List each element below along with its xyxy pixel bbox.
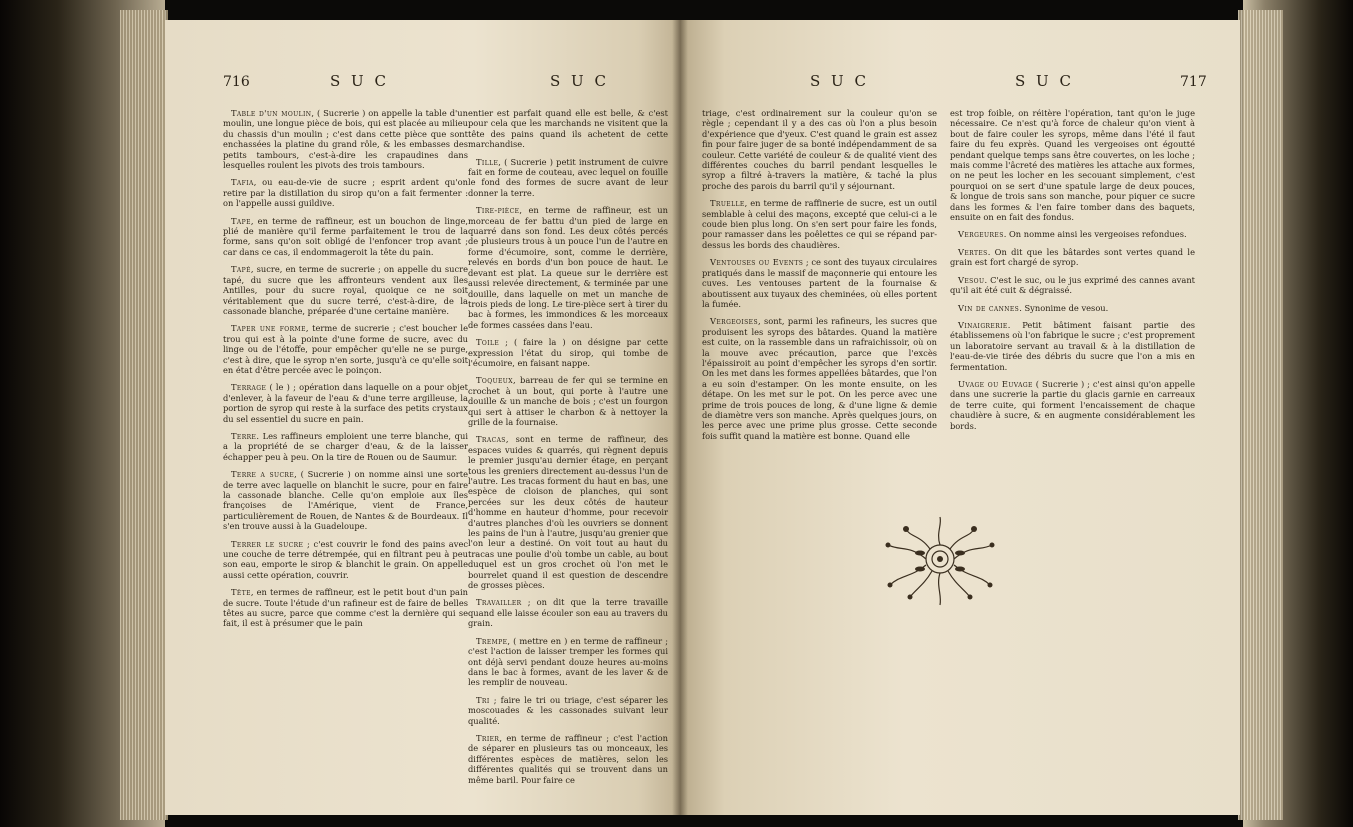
page-edges-left: [120, 10, 168, 820]
entry-body: ; ce sont des tuyaux circulaires pratiqués dans le massif de maçonnerie qui entoure les cuves. Les ventouses partent de la fournaise & aboutissent aux tuyaux des cheminées, où elles portent la fumée.: [702, 257, 937, 309]
entry-body: ; faire le tri ou triage, c'est séparer les moscouades & les cassonades suivant leur qualité.: [468, 694, 668, 726]
dictionary-entry: [468, 636, 668, 688]
entry-headword: Table d'un moulin: [231, 108, 312, 118]
floral-ornament-icon: [880, 515, 1000, 607]
dictionary-entry: [702, 316, 937, 441]
entry-body: , ( Sucrerie ) on nomme ainsi une sorte de terre avec laquelle on blanchit le sucre, pour en faire la cassonade blanche. Celle qu'on emploie aux îles françoises de l'Amérique, vient de France, particulièrement de Rouen, de Nantes & de Bourdeaux. Il s'en trouve aussi à la Guadeloupe.: [223, 469, 469, 532]
dictionary-entry: [468, 337, 668, 368]
entry-body: est trop foible, on réitère l'opération, tant qu'on le juge nécessaire. Ce n'est qu'à force de chaleur qu'on vient à bout de faire couler les syrops, même dans l'été il faut faire du feu exprès. Quand les vergeoises ont égoutté pendant quelque temps sans être couvertes, on les loche ; mais comme l'âcreté des matières les attache aux formes, on ne peut les locher en les secouant simplement, c'est pourquoi on se sert d'une spatule large de deux pouces, & longue de trois sans son manche, pour piquer ce sucre dans les formes & l'en faire tomber dans des baquets, ensuite on en fait des fondus.: [950, 108, 1195, 223]
entry-body: ; on dit que la terre travaille quand elle laisse écouler son eau au travers du grain.: [468, 597, 668, 629]
dictionary-entry: [223, 539, 468, 581]
entry-headword: Vertes: [958, 246, 988, 257]
entry-body: . Petit bâtiment faisant partie des établissemens où l'on fabrique le sucre ; c'est proprement un laboratoire servant au travail & à la distillation de l'eau-de-vie tirée des débris du sucre que l'on a mis en fermentation.: [950, 319, 1195, 372]
entry-headword: Toqueux: [476, 375, 513, 386]
running-head-left-col2: S U C: [550, 72, 609, 90]
right-page: [680, 20, 1240, 815]
dictionary-entry: [950, 247, 1195, 268]
entry-body: . Les raffineurs emploient une terre blanche, qui a la propriété de se charger d'eau, & de la laisser échapper peu à peu. On la tire de Rouen ou de Saumur.: [223, 430, 468, 462]
entry-headword: Vinaigrerie: [958, 319, 1008, 330]
dictionary-entry: [223, 264, 468, 316]
book-gutter: [672, 20, 688, 815]
dictionary-entry: [468, 597, 668, 628]
entry-headword: Tapé: [231, 264, 251, 275]
entry-headword: Toile: [476, 337, 500, 348]
dictionary-entry: [468, 434, 668, 590]
entry-body: entier est parfait quand elle est belle, & c'est pour cela que les marchands ne visitent que la tête des pains quand ils achetent de cette marchandise.: [468, 108, 668, 150]
page-edges-right: [1238, 10, 1283, 820]
entry-headword: Terrage: [231, 382, 267, 393]
dictionary-entry: [468, 205, 668, 330]
entry-headword: Terre a sucre: [231, 469, 295, 480]
entry-body: , ( mettre en ) en terme de raffineur ; c'est l'action de laisser tremper les formes qui ont déjà servi pendant douze heures au-moins dans le bac à formes, avant de les laver & de les remplir de nouveau.: [468, 635, 668, 688]
right-column-2: [950, 108, 1195, 438]
entry-headword: Trempe: [476, 635, 508, 646]
dictionary-entry: [223, 587, 468, 629]
left-page: [165, 20, 680, 815]
entry-headword: Vergeoises: [710, 316, 758, 327]
entry-body: . On nomme ainsi les vergeoises refondues.: [1003, 229, 1187, 240]
entry-body: , en terme de raffineur, est un morceau de fer battu d'un pied de large en quarré dans son fond. Les deux côtés percés de plusieurs trous à un pouce l'un de l'autre en forme d'écumoire, sont, comme le derrière, relevés en bords d'un bon pouce de haut. Le devant est plat. La queue sur le derrière est aussi relevée directement, & terminée par une douille, dans laquelle on met un manche de trois pieds de long. Le tire-pièce sert à tirer du bac à formes, les immondices & les morceaux de formes cassées dans l'eau.: [468, 205, 668, 330]
dictionary-entry: [223, 216, 468, 258]
dictionary-entry: [950, 320, 1195, 372]
running-head-right-col2: S U C: [1015, 72, 1074, 90]
entry-headword: Terrer le sucre: [231, 538, 304, 549]
entry-body: ( le ) ; opération dans laquelle on a pour objet d'enlever, à la faveur de l'eau & d'une terre argilleuse, la portion de syrop qui reste à la surface des petits crystaux du sel essentiel du sucre en pain.: [223, 382, 468, 424]
entry-headword: Tille: [476, 156, 499, 167]
dictionary-entry: [950, 229, 1195, 239]
entry-body: . Synonime de vesou.: [1019, 302, 1109, 313]
dictionary-entry: [468, 733, 668, 785]
dictionary-entry: [468, 108, 668, 150]
dictionary-entry: [950, 108, 1195, 222]
entry-headword: Uvage ou Euvage: [958, 378, 1033, 389]
entry-body: . C'est le suc, ou le jus exprimé des cannes avant qu'il ait été cuit & dégraissé.: [950, 274, 1195, 296]
entry-headword: Terre: [231, 430, 257, 441]
dictionary-entry: [468, 375, 668, 427]
entry-body: . On dit que les bâtardes sont vertes quand le grain est fort chargé de syrop.: [950, 246, 1195, 268]
entry-body: , terme de sucrerie ; c'est boucher le trou qui est à la pointe d'une forme de sucre, avec du linge ou de l'étoffe, pour empêcher qu'elle ne se purge, c'est à dire, que le syrop n'en sorte, jusqu'à ce qu'elle soit en état d'être percée avec le poinçon.: [223, 323, 468, 375]
dictionary-entry: [223, 323, 468, 375]
entry-body: , barreau de fer qui se termine en crochet à un bout, qui porte à l'autre une douille & un manche de bois ; c'est un fourgon qui sert à attiser le charbon & à nettoyer la grille de la fournaise.: [468, 375, 668, 427]
dictionary-entry: [468, 695, 668, 726]
running-head-right-col1: S U C: [810, 72, 869, 90]
entry-body: triage, c'est ordinairement sur la couleur qu'on se règle ; cependant il y a des cas où l'on a plus besoin d'expérience que d'yeux. C'est quand le grain est assez fin pour faire juger de sa bonté indépendamment de sa couleur. Cette variété de couleur & de qualité vient des différentes couches du barril pendant lesquelles le syrop a filtré à-travers la matière, & taché la plus proche des parois du barril qu'il y séjournant.: [702, 108, 937, 191]
entry-headword: Vin de cannes: [958, 302, 1020, 313]
right-column-1: [702, 108, 937, 448]
entry-headword: Tape: [231, 215, 251, 226]
left-column-1: [223, 108, 468, 636]
dictionary-entry: [702, 108, 937, 191]
left-column-2: [468, 108, 668, 792]
entry-body: , en termes de raffineur, est le petit bout d'un pain de sucre. Toute l'étude d'un rafineur est de faire de belles têtes au sucre, parce que comme c'est la dernière qui se fait, il est à présumer que le pain: [223, 587, 468, 629]
entry-headword: Tire-pièce: [476, 205, 520, 216]
entry-headword: Tafia: [231, 177, 254, 188]
dictionary-entry: [223, 108, 468, 170]
entry-body: , sucre, en terme de sucrerie ; on appelle du sucre tapé, du sucre que les affronteurs vendent aux îles Antilles, pour du sucre royal, quoique ce ne soit véritablement que du sucre terré, c'est-à-dire, de la cassonade blanche, préparée d'une certaine manière.: [223, 264, 468, 316]
dictionary-entry: [950, 303, 1195, 313]
entry-headword: Ventouses ou Events: [710, 257, 804, 268]
entry-headword: Trier: [476, 732, 500, 743]
dictionary-entry: [223, 382, 468, 424]
entry-body: , sont, parmi les rafineurs, les sucres que produisent les syrops des bâtardes. Quand la matière est cuite, on la rassemble dans un rafraichissoir, où on la mouve avec précaution, parce que l'excès l'épaissiroit au point d'empêcher les syrops d'en sortir. On les met dans les formes appellées bâtardes, que l'on a eu soin d'estamper. On les monte ensuite, on les détape. On les met sur le pot. On les perce avec une prime de trois pouces de long, & d'une ligne & demie de diamètre vers son manche. Après quelques jours, on les perce avec une prime plus grosse. Cette seconde fois suffit quand la matière est bonne. Quand elle: [702, 316, 937, 441]
entry-body: , sont en terme de raffineur, des espaces vuides & quarrés, qui règnent depuis le premier jusqu'au dernier étage, en perçant tous les greniers directement au-dessus l'un de l'autre. Les tracas forment du haut en bas, une espèce de cloison de planches, qui sont percées sur les deux côtés de hauteur d'homme en hauteur d'homme, pour recevoir d'autres planches d'où les ouvriers se donnent les pains de l'un à l'autre, jusqu'au grenier que l'on leur a destiné. On voit tout au haut du tracas une poulie d'où tombe un cable, au bout duquel est un gros crochet où l'on met le bourrelet quand il est question de descendre de grosses pièces.: [468, 434, 668, 591]
dictionary-entry: [223, 177, 468, 208]
entry-headword: Vesou: [958, 274, 985, 285]
entry-body: ; c'est couvrir le fond des pains avec une couche de terre détrempée, qui en filtrant peu à peu son eau, emporte le sirop & blanchit le grain. On appelle aussi cette opération, couvrir.: [223, 538, 468, 580]
dictionary-entry: [223, 469, 468, 531]
entry-body: ; ( faire la ) on désigne par cette expression l'état du sirop, qui tombe de l'écumoire, en faisant nappe.: [468, 337, 668, 368]
entry-body: , en terme de raffineur, est un bouchon de linge, plié de manière qu'il ferme parfaitement le trou de la forme, sans qu'on soit obligé de l'enfoncer trop avant ; car dans ce cas, il endommageroit la tête du pain.: [223, 215, 468, 257]
entry-headword: Tracas: [476, 434, 506, 445]
entry-headword: Travailler: [476, 597, 522, 608]
dictionary-entry: [950, 379, 1195, 431]
entry-headword: Truelle: [710, 198, 745, 209]
entry-body: ( Sucrerie ) ; c'est ainsi qu'on appelle dans une sucrerie la partie du glacis garnie en carreaux de terre cuite, qui forment l'encaissement de chaque chaudière à sucre, & en augmente considérablement les bords.: [950, 378, 1195, 431]
entry-body: , ( Sucrerie ) on appelle la table d'un moulin, une longue pièce de bois, qui est placée au milieu du chassis d'un moulin ; c'est dans cette pièce que sont enchassées la platine du grand rôle, & les embasses des petits tambours, c'est-à-dire les crapaudines dans lesquelles roulent les pivots des trois tambours.: [223, 108, 468, 171]
running-head-left-col1: S U C: [330, 72, 389, 90]
dictionary-entry: [223, 431, 468, 462]
entry-headword: Tri: [476, 694, 490, 705]
page-number-right: 717: [1180, 74, 1207, 90]
entry-headword: Vergeures: [958, 229, 1004, 240]
entry-body: , en terme de raffinerie de sucre, est un outil semblable à celui des maçons, excepté que celui-ci a le coude bien plus long. On s'en sert pour faire les fonds, pour ramasser dans les poêlettes ce qui se répand par-dessus les bords des chaudières.: [702, 198, 937, 250]
entry-headword: Taper une forme: [231, 323, 306, 334]
entry-headword: Tête: [231, 587, 251, 598]
entry-body: , ou eau-de-vie de sucre ; esprit ardent qu'on retire par la distillation du sirop qu'on a fait fermenter : on l'appelle aussi guildive.: [223, 177, 468, 209]
dictionary-entry: [702, 198, 937, 250]
dictionary-entry: [468, 157, 668, 199]
page-number-left: 716: [223, 74, 250, 90]
entry-body: , en terme de raffineur ; c'est l'action de séparer en plusieurs tas ou monceaux, les différentes espèces de matières, selon les différentes qualités qui se trouvent dans un même baril. Pour faire ce: [468, 732, 668, 785]
dictionary-entry: [702, 257, 937, 309]
dictionary-entry: [950, 275, 1195, 296]
entry-body: , ( Sucrerie ) petit instrument de cuivre fait en forme de couteau, avec lequel on fouille le fond des formes de sucre avant de leur donner la terre.: [468, 156, 668, 198]
